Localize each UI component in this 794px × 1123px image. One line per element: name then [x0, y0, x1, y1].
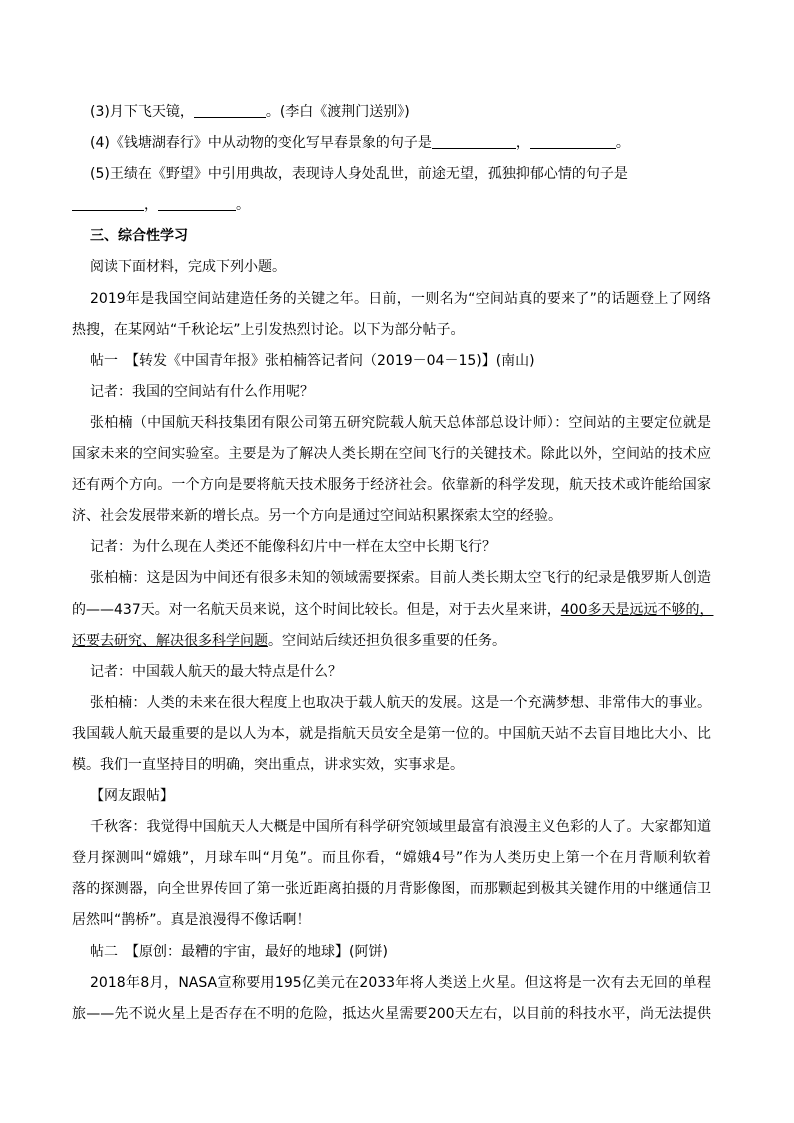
answer-text: 。空间站后续还担负很多重要的任务。 — [268, 632, 506, 649]
question-4 — [72, 128, 711, 159]
answer-blank[interactable] — [158, 196, 236, 211]
comma: ， — [515, 135, 530, 152]
answer-line: 还有两个方向。一个方向是要将航天技术服务于经济社会。依靠新的科学发现，航天技术或许能给国家 — [72, 477, 711, 494]
q4-text: (4)《钱塘湖春行》中从动物的变化写早春景象的句子是 — [90, 135, 432, 152]
reply-line: 居然叫“鹊桥”。真是浪漫得不像话啊！ — [72, 912, 311, 929]
answer-text: 的——437天。对一名航天员来说，这个时间比较长。但是，对于去火星来讲， — [72, 601, 561, 618]
q3-source: 。(李白《渡荆门送别》) — [265, 104, 410, 120]
underlined-text: 400多天是远远不够的， — [560, 601, 714, 618]
answer-line: 我国载人航天最重要的是以人为本，就是指航天员安全是第一位的。中国航天站不去盲目地比大小、比 — [72, 725, 711, 742]
answer-blank[interactable] — [432, 134, 516, 149]
answer-blank[interactable] — [194, 103, 266, 118]
instruction: 阅读下面材料，完成下列小题。 — [90, 259, 286, 276]
answer-line: 张柏楠（中国航天科技集团有限公司第五研究院载人航天总体部总设计师）：空间站的主要定位就是 — [90, 414, 711, 431]
reporter-question: 记者：我国的空间站有什么作用呢？ — [90, 383, 314, 400]
period: 。 — [615, 135, 630, 152]
section-title: 三、综合性学习 — [90, 228, 188, 245]
answer-line: 张柏楠：这是因为中间还有很多未知的领域需要探索。目前人类长期太空飞行的纪录是俄罗斯人创造 — [90, 570, 711, 587]
post2-title: 帖二 【原创：最糟的宇宙，最好的地球】(阿饼) — [90, 943, 388, 960]
reporter-question: 记者：中国载人航天的最大特点是什么？ — [90, 663, 342, 680]
reply-header: 【网友跟帖】 — [90, 788, 174, 805]
reply-line: 千秋客：我觉得中国航天人大概是中国所有科学研究领域里最富有浪漫主义色彩的人了。大家都知道 — [90, 819, 711, 836]
answer-blank[interactable] — [72, 196, 144, 211]
answer-line — [72, 595, 714, 626]
document-page — [72, 97, 714, 1030]
reporter-question: 记者：为什么现在人类还不能像科幻片中一样在太空中长期飞行？ — [90, 539, 496, 556]
question-5-blanks — [72, 190, 711, 221]
answer-blank[interactable] — [530, 134, 616, 149]
answer-line: 国家未来的空间实验室。主要是为了解决人类长期在空间飞行的关键技术。除此以外，空间站的技术应 — [72, 446, 711, 463]
post2-line: 旅——先不说火星上是否存在不明的危险，抵达火星需要200天左右，以目前的科技水平，尚无法提供 — [72, 1005, 711, 1022]
answer-line: 模。我们一直坚持目的明确，突出重点，讲求实效，实事求是。 — [72, 756, 464, 773]
question-3 — [72, 97, 711, 128]
underlined-text: 还要去研究、解决很多科学问题 — [72, 632, 268, 649]
answer-line — [72, 626, 711, 657]
q3-text: (3)月下飞天镜， — [90, 104, 194, 120]
reply-line: 登月探测叫“嫦娥”，月球车叫“月兔”。而且你看，“嫦娥4号”作为人类历史上第一个在月背顺利软着 — [72, 850, 711, 867]
post1-title: 帖一 【转发《中国青年报》张柏楠答记者问（2019－04－15)】(南山) — [90, 352, 535, 369]
intro-line: 2019年是我国空间站建造任务的关键之年。日前，一则名为“空间站真的要来了”的话题登上了网络 — [90, 290, 711, 307]
question-5: (5)王绩在《野望》中引用典故，表现诗人身处乱世，前途无望，孤独抑郁心情的句子是 — [90, 166, 628, 183]
comma: ， — [144, 197, 158, 214]
answer-line: 张柏楠：人类的未来在很大程度上也取决于载人航天的发展。这是一个充满梦想、非常伟大的事业。 — [90, 694, 711, 711]
intro-line: 热搜，在某网站“千秋论坛”上引发热烈讨论。以下为部分帖子。 — [72, 321, 465, 338]
post2-line: 2018年8月，NASA宣称要用195亿美元在2033年将人类送上火星。但这将是一次有去无回的单程 — [90, 974, 711, 991]
period: 。 — [236, 197, 250, 214]
answer-line: 济、社会发展带来新的增长点。另一个方向是通过空间站积累探索太空的经验。 — [72, 508, 562, 525]
reply-line: 落的探测器，向全世界传回了第一张近距离拍摄的月背影像图，而那颗起到极其关键作用的中继通信卫 — [72, 881, 711, 898]
